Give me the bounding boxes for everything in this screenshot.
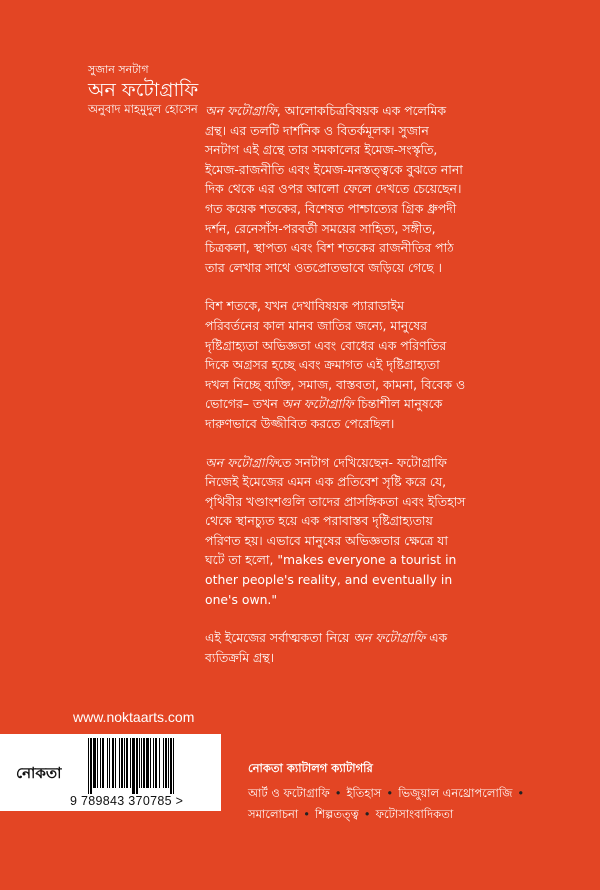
barcode-bar <box>124 738 125 788</box>
text-line <box>205 414 590 434</box>
barcode-bar <box>168 738 169 788</box>
text-line <box>205 648 590 668</box>
text-line <box>205 121 590 141</box>
category-item: শিল্পতত্ত্ব <box>315 807 359 821</box>
text-line <box>205 590 590 610</box>
text-line <box>205 511 590 531</box>
barcode-bar <box>97 738 98 788</box>
barcode-bar <box>155 738 157 788</box>
text-segment: ব্যতিক্রমি গ্রন্থ। <box>205 649 275 665</box>
text-line <box>205 492 590 512</box>
text-segment: গ্রন্থ। এর তলটি দার্শনিক ও বিতর্কমূলক। সুজান <box>205 122 429 138</box>
barcode-bar <box>107 738 108 788</box>
barcode-bar <box>126 738 128 788</box>
text-segment: দারুণভাবে উজ্জীবিত করতে পেরেছিল। <box>205 415 395 431</box>
paragraph <box>205 296 590 433</box>
category-item: ভিজুয়াল এনথ্রোপলোজি <box>398 786 513 800</box>
text-segment: দিক থেকে এর ওপর আলো ফেলে দেখতে চেয়েছেন। <box>205 181 462 197</box>
category-item: ফটোসাংবাদিকতা <box>375 807 454 821</box>
text-segment: ভোগের– তখন <box>205 396 282 412</box>
barcode-bar <box>150 738 151 788</box>
book-title-italic: অন ফটোগ্রাফি <box>205 454 277 470</box>
text-line <box>205 394 590 414</box>
publisher-website: www.noktaarts.com <box>73 709 195 725</box>
text-segment: থেকে স্থানচ্যুত হয়ে এক পরাবাস্তব দৃষ্টিগ্রাহ্যতায় <box>205 513 433 529</box>
text-line <box>205 550 590 570</box>
book-title-italic: অন ফটোগ্রাফি <box>205 103 277 118</box>
paragraph <box>205 628 590 667</box>
barcode-bar <box>132 738 135 794</box>
text-segment: দর্শন, রেনেসাঁস-পরবর্তী সময়ের সাহিত্য, সঙ্গীত, <box>205 220 436 236</box>
text-line <box>205 199 590 219</box>
text-segment: চিত্রকলা, স্থাপত্য এবং বিশ শতকের রাজনীতির পাঠ <box>205 240 454 256</box>
barcode-bar <box>153 738 154 788</box>
text-line <box>205 316 590 336</box>
barcode-bar <box>88 738 89 794</box>
text-line <box>205 375 590 395</box>
isbn-barcode <box>88 738 200 794</box>
translator-credit: অনুবাদ মাহমুদুল হোসেন <box>88 102 198 116</box>
text-segment: বিশ শতকে, যখন দেখাবিষয়ক প্যারাডাইম <box>205 298 404 314</box>
category-item: সমালোচনা <box>248 807 299 821</box>
blurb-text <box>205 101 590 686</box>
text-segment: এক <box>425 630 448 646</box>
barcode-bar <box>165 738 167 788</box>
text-segment: other people's reality, and eventually in <box>205 572 453 588</box>
barcode-bar <box>119 738 120 788</box>
text-line <box>205 258 590 278</box>
text-segment: এই ইমেজের সর্বাত্মকতা নিয়ে <box>205 630 354 646</box>
barcode-bar <box>121 738 123 788</box>
barcode-bar <box>173 738 174 794</box>
text-segment: পরিবর্তনের কাল মানব জাতির জন্যে, মানুষের <box>205 317 427 333</box>
paragraph <box>205 453 590 610</box>
catalog-title: নোকতা ক্যাটালগ ক্যাটাগরি <box>248 761 373 775</box>
category-list <box>248 783 568 825</box>
text-segment: সনটাগ এই গ্রন্থে তার সমকালের ইমেজ-সংস্কৃতি, <box>205 142 438 158</box>
text-line <box>205 179 590 199</box>
barcode-bar <box>139 738 140 788</box>
bullet-separator: • <box>334 786 342 800</box>
text-segment: তার লেখার সাথে ওতপ্রোতভাবে জড়িয়ে গেছে । <box>205 259 442 275</box>
text-line <box>205 336 590 356</box>
text-segment: নিজেই ইমেজের এমন এক প্রতিবেশ সৃষ্টি করে যে, <box>205 474 447 490</box>
text-line <box>205 355 590 375</box>
bullet-separator: • <box>386 786 394 800</box>
text-segment: দৃষ্টিগ্রাহ্যতা অভিজ্ঞতা এবং বোধের এক পরিণতির <box>205 337 447 353</box>
text-segment: তে সনটাগ দেখিয়েছেন- ফটোগ্রাফি <box>276 454 447 470</box>
barcode-bar <box>115 738 116 788</box>
category-item: ইতিহাস <box>346 786 382 800</box>
text-line <box>205 238 590 258</box>
book-title-italic: অন ফটোগ্রাফি <box>281 396 354 412</box>
bullet-separator: • <box>517 786 525 800</box>
bullet-separator: • <box>303 807 311 821</box>
barcode-bar <box>130 738 131 788</box>
text-line <box>205 531 590 551</box>
text-segment: গত কয়েক শতকের, বিশেষত পাশ্চাত্যের গ্রিক ধ্রুপদী <box>205 200 457 216</box>
bullet-separator: • <box>363 807 371 821</box>
barcode-bar <box>163 738 164 788</box>
barcode-bar <box>109 738 110 788</box>
text-segment: দখল নিচ্ছে ব্যক্তি, সমাজ, বাস্তবতা, কামনা, বিবেক ও <box>205 376 466 392</box>
isbn-number: 9 789843 370785 > <box>70 794 184 808</box>
text-segment: পৃথিবীর খণ্ডাংশগুলি তাদের প্রাসঙ্গিকতা এবং ইতিহাস <box>205 493 466 509</box>
text-line <box>205 101 590 121</box>
text-line <box>205 570 590 590</box>
category-item: আর্ট ও ফটোগ্রাফি <box>248 786 330 800</box>
text-segment: , আলোকচিত্রবিষয়ক এক পলেমিক <box>276 103 446 118</box>
publisher-logo: নোকতা <box>16 764 62 782</box>
paragraph <box>205 101 590 277</box>
text-line <box>205 219 590 239</box>
book-title-italic: অন ফটোগ্রাফি <box>353 630 426 646</box>
book-title: অন ফটোগ্রাফি <box>88 79 199 101</box>
text-line <box>205 160 590 180</box>
text-line <box>205 628 590 648</box>
barcode-bar <box>100 738 101 788</box>
barcode-bar <box>112 738 114 788</box>
barcode-bar <box>141 738 142 788</box>
barcode-bar <box>93 738 96 788</box>
barcode-bar <box>143 738 145 788</box>
text-segment: চিন্তাশীল মানুষকে <box>353 396 443 412</box>
text-segment: ইমেজ-রাজনীতি এবং ইমেজ-মনস্তত্ত্বকে বুঝতে নানা <box>205 161 463 177</box>
barcode-bar <box>136 738 138 794</box>
barcode-bar <box>159 738 160 788</box>
text-segment: পরিণত হয়। এভাবে মানুষের অভিজ্ঞতার ক্ষেত্রে যা <box>205 532 449 548</box>
barcode-bar <box>102 738 104 788</box>
text-segment: ঘটে তা হলো, "makes everyone a tourist in <box>205 552 457 568</box>
text-line <box>205 140 590 160</box>
text-segment: দিকে অগ্রসর হচ্ছে এবং ক্রমাগত এই দৃষ্টিগ্রাহ্যতা <box>205 357 440 373</box>
text-segment: one's own." <box>205 591 278 607</box>
barcode-bar <box>146 738 149 788</box>
barcode-bar <box>90 738 92 794</box>
author-name: সুজান সনটাগ <box>88 63 149 76</box>
text-line <box>205 472 590 492</box>
text-line <box>205 296 590 316</box>
text-line <box>205 453 590 473</box>
barcode-bar <box>170 738 172 794</box>
